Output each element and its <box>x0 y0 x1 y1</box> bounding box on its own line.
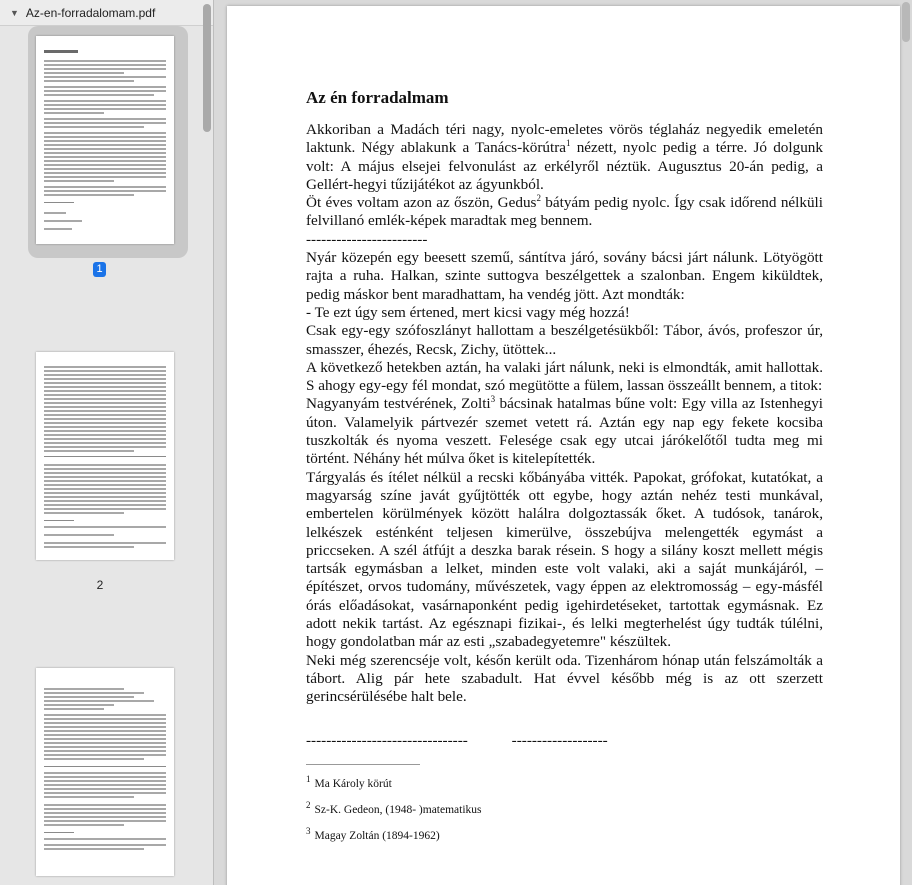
footnote-1: $^1$ Ma Károly körút <box>306 773 392 790</box>
footnote-rule <box>306 764 420 765</box>
sidebar-scrollbar-thumb[interactable] <box>203 4 211 132</box>
closing-separator-a: -------------------------------- <box>306 731 468 749</box>
footnote-2: $^2$ Sz-K. Gedeon, (1948- )matematikus <box>306 799 482 816</box>
page-content <box>306 88 823 843</box>
page-number-label-2: 2 <box>96 578 104 592</box>
paragraph-6: A következő hetekben aztán, ha valaki járt nálunk, neki is elmondták, amit hallottak. S ahogy egy-egy fél mondat, szó megütötte a fülem, lassan összeállt bennem, a titok: <box>306 358 823 395</box>
sidebar-file-header[interactable] <box>0 0 214 26</box>
footnote-ref-1: 1 <box>566 138 571 149</box>
section-separator: ------------------------ <box>306 230 428 248</box>
page-thumbnail-2[interactable] <box>36 352 174 560</box>
paragraph-3: Nyár közepén egy beesett szemű, sántítva járó, sovány bácsi járt nálunk. Lötyögött rajta a ruha. Halkan, szinte suttogva beszélgettek a szalonban. Engem kiküldtek, pedig máskor bent maradhattam, ha vendég jött. Azt mondták: <box>306 249 823 303</box>
pdf-page <box>227 6 900 885</box>
page-number-badge-1: 1 <box>93 262 106 277</box>
closing-separator-b: ------------------- <box>511 731 608 749</box>
document-view <box>215 0 912 885</box>
paragraph-5: Csak egy-egy szófoszlányt hallottam a beszélgetésükből: Tábor, ávós, profeszor úr, smasszer, éhezés, Recsk, Zichy, ütöttek... <box>306 322 823 358</box>
paragraph-2: Öt éves voltam azon az őszön, Gedus$^2$ bátyám pedig nyolc. Így csak időrend nélküli felvillanó emlék-képek maradtak meg bennem. <box>306 193 823 230</box>
page-thumbnail-3[interactable] <box>36 668 174 876</box>
thumbnail-sidebar <box>0 0 214 885</box>
sidebar-filename: Az-en-forradalomam.pdf <box>25 5 156 20</box>
paragraph-7: Nagyanyám testvérének, Zolti$^3$ bácsinak hatalmas bűne volt: Egy villa az Istenhegyi úton. Valamelyik pártvezér szemet vetett rá. Aztán egy nap egy fekete kocsiba tuszkolták és nyoma veszett. Felesége csak egy utcai járókelőtől tudta meg mi történt. Néhány hét múlva őket is kitelepítették. <box>306 394 824 468</box>
document-scrollbar-thumb[interactable] <box>902 2 910 42</box>
paragraph-9: Neki még szerencséje volt, későn került oda. Tizenhárom hónap után felszámolták a tábort. Alig pár hete szabadult. Hat évvel később még is az ott szerzett gerincsérülésébe halt bele. <box>306 651 823 706</box>
closing-separators <box>306 732 823 750</box>
footnote-ref-3: 3 <box>490 394 496 405</box>
paragraph-1: Akkoriban a Madách téri nagy, nyolc-emeletes vörös téglaház negyedik emeletén laktunk. Négy ablakunk a Tanács-körútra$^1$ nézett, nyolc pedig a térre. Jó dolgunk volt: A május elsejei felvonulást az erkélyről néztük. Augusztus 20-án pedig, a Gellért-hegyi tűzijátékot az ágyunkból. <box>306 121 823 193</box>
disclosure-triangle-icon[interactable]: ▼ <box>10 7 19 18</box>
paragraph-4: - Te ezt úgy sem értened, mert kicsi vagy még hozzá! <box>306 303 630 321</box>
page-thumbnail-1[interactable] <box>36 36 174 244</box>
document-title: Az én forradalmam <box>306 88 449 107</box>
footnote-3: $^3$ Magay Zoltán (1894-1962) <box>306 825 440 842</box>
paragraph-8: Tárgyalás és ítélet nélkül a recski kőbányába vitték. Papokat, grófokat, kutatókat, a magyarság színe javát gyűjtötték ott egybe, hogy aztán nehéz testi munkával, embertelen körülmények között halálra dolgoztassák őket. A tudósok, tanárok, lelkészek esténként teljesen kimerülve, összebújva melengették egymást a priccseken. A szél átfújt a deszka barak résein. S hogy a silány koszt mellett mégis tartsák egymásban a lelket, minden este volt valaki, aki a saját munkájáról, – építészet, orvos tudomány, művészetek, vagy éppen az elektromosság – egy-másfél órás előadásokat, vasárnaponként pedig igehirdetéseket, tartottak egymásnak. Ez adott nekik tartást. Az egésznapi fizikai-, és lelki megterhelést úgy tudták túlélni, hogy gondolatban már az esti „szabadegyetemre" készültek. <box>306 468 823 651</box>
footnote-ref-2: 2 <box>536 193 541 204</box>
